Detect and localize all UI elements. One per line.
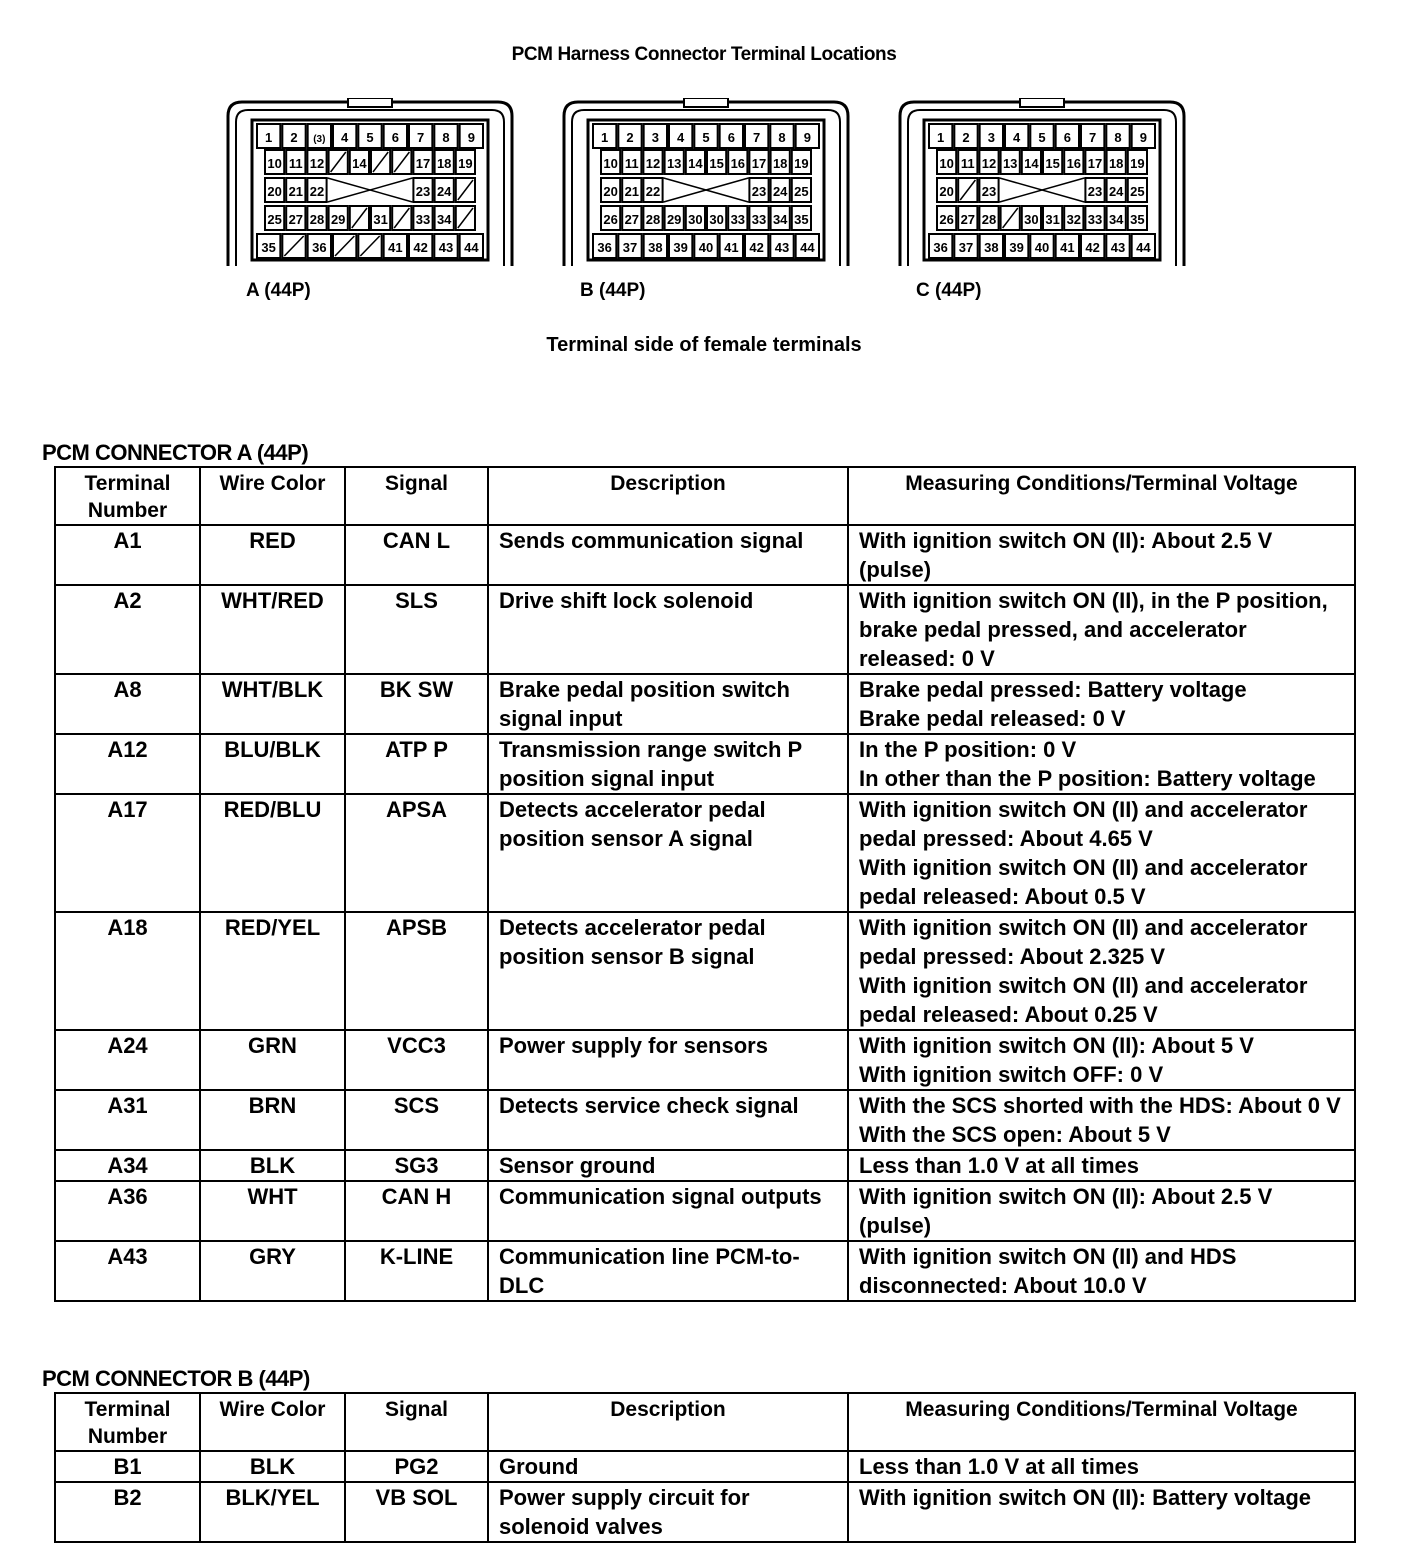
wire-color-cell: BRN bbox=[200, 1090, 345, 1150]
signal-cell: K-LINE bbox=[345, 1241, 488, 1301]
terminal-number: 15 bbox=[709, 156, 724, 171]
terminal-number: 44 bbox=[464, 240, 479, 255]
lock-tab bbox=[1020, 98, 1064, 107]
conditions-cell bbox=[848, 1451, 1355, 1482]
connector-b-diagram bbox=[560, 98, 852, 270]
lock-tab bbox=[348, 98, 392, 107]
conditions-cell bbox=[848, 912, 1355, 1030]
connector-a-label: A (44P) bbox=[246, 280, 311, 301]
condition-line: With ignition switch ON (II) and accelerator pedal pressed: About 4.65 V bbox=[859, 797, 1308, 851]
terminal-number: 16 bbox=[730, 156, 746, 171]
terminal-cell: A17 bbox=[55, 794, 200, 912]
terminal-number: 32 bbox=[1066, 212, 1082, 227]
terminal-number: 11 bbox=[960, 156, 975, 171]
terminal-number: 42 bbox=[413, 240, 428, 255]
terminal-number: 27 bbox=[288, 212, 304, 227]
terminal-number: 40 bbox=[1034, 240, 1050, 255]
conditions-cell bbox=[848, 734, 1355, 794]
description-cell: Sends communication signal bbox=[488, 525, 848, 585]
terminal-number: 4 bbox=[677, 130, 685, 145]
terminal-cell: A1 bbox=[55, 525, 200, 585]
terminal-cell: A24 bbox=[55, 1030, 200, 1090]
conditions-cell bbox=[848, 794, 1355, 912]
signal-cell: CAN L bbox=[345, 525, 488, 585]
terminal-number: (3) bbox=[313, 134, 326, 145]
connector-c-diagram bbox=[896, 98, 1188, 270]
table-row bbox=[55, 585, 1355, 674]
terminal-number: 11 bbox=[288, 156, 303, 171]
wire-color-cell: RED bbox=[200, 525, 345, 585]
terminal-cell: A18 bbox=[55, 912, 200, 1030]
signal-cell: CAN H bbox=[345, 1181, 488, 1241]
terminal-number: 28 bbox=[309, 212, 325, 227]
terminal-number: 42 bbox=[749, 240, 764, 255]
terminal-number: 10 bbox=[267, 156, 282, 171]
signal-cell: VCC3 bbox=[345, 1030, 488, 1090]
terminal-number: 37 bbox=[958, 240, 974, 255]
terminal-number: 41 bbox=[724, 240, 739, 255]
description-cell: Communication line PCM-to-DLC bbox=[488, 1241, 848, 1301]
terminal-number: 24 bbox=[772, 184, 788, 199]
terminal-number: 23 bbox=[751, 184, 767, 199]
terminal-cell: A43 bbox=[55, 1241, 200, 1301]
condition-line: In other than the P position: Battery voltage bbox=[859, 766, 1316, 791]
description-cell: Drive shift lock solenoid bbox=[488, 585, 848, 674]
terminal-number: 9 bbox=[803, 130, 811, 145]
terminal-number: 14 bbox=[1024, 156, 1039, 171]
page-title: PCM Harness Connector Terminal Locations bbox=[511, 44, 897, 65]
description-cell: Brake pedal position switch signal input bbox=[488, 674, 848, 734]
terminal-number: 35 bbox=[794, 212, 809, 227]
condition-line: With ignition switch ON (II) and HDS disconnected: About 10.0 V bbox=[859, 1244, 1237, 1298]
description-cell: Detects accelerator pedal position sensor B signal bbox=[488, 912, 848, 1030]
terminal-number: 20 bbox=[939, 184, 954, 199]
terminal-cell: B2 bbox=[55, 1482, 200, 1542]
terminal-number: 34 bbox=[436, 212, 452, 227]
header-signal: Signal bbox=[345, 467, 488, 525]
terminal-cell: A34 bbox=[55, 1150, 200, 1181]
terminal-number: 14 bbox=[688, 156, 703, 171]
terminal-number: 35 bbox=[1130, 212, 1145, 227]
terminal-number: 37 bbox=[622, 240, 638, 255]
terminal-number: 41 bbox=[388, 240, 403, 255]
wire-color-cell: BLK bbox=[200, 1150, 345, 1181]
terminal-number: 23 bbox=[1087, 184, 1103, 199]
terminal-number: 15 bbox=[1045, 156, 1060, 171]
header-wire-color: Wire Color bbox=[200, 1393, 345, 1451]
conditions-cell bbox=[848, 1181, 1355, 1241]
terminal-number: 4 bbox=[341, 130, 349, 145]
signal-cell: VB SOL bbox=[345, 1482, 488, 1542]
wire-color-cell: WHT bbox=[200, 1181, 345, 1241]
terminal-number: 14 bbox=[352, 156, 367, 171]
connector-c-svg bbox=[896, 98, 1188, 270]
terminal-number: 33 bbox=[1087, 212, 1103, 227]
table-row bbox=[55, 794, 1355, 912]
conditions-cell bbox=[848, 1090, 1355, 1150]
terminal-number: 18 bbox=[436, 156, 452, 171]
condition-line: Brake pedal pressed: Battery voltage bbox=[859, 677, 1247, 702]
terminal-number: 26 bbox=[939, 212, 954, 227]
description-cell: Sensor ground bbox=[488, 1150, 848, 1181]
table-a-heading: PCM CONNECTOR A (44P) bbox=[42, 440, 309, 465]
terminal-number: 7 bbox=[753, 130, 761, 145]
terminal-number: 1 bbox=[265, 130, 273, 145]
terminal-number: 26 bbox=[603, 212, 618, 227]
conditions-cell bbox=[848, 525, 1355, 585]
terminal-number: 43 bbox=[438, 240, 454, 255]
terminal-number: 43 bbox=[1110, 240, 1126, 255]
condition-line: With ignition switch ON (II): About 5 V bbox=[859, 1033, 1254, 1058]
table-row bbox=[55, 1090, 1355, 1150]
terminal-number: 34 bbox=[772, 212, 788, 227]
terminal-number: 5 bbox=[366, 130, 374, 145]
connector-c-label: C (44P) bbox=[916, 280, 982, 301]
wire-color-cell: WHT/RED bbox=[200, 585, 345, 674]
signal-cell: SLS bbox=[345, 585, 488, 674]
table-row bbox=[55, 1482, 1355, 1542]
terminal-number: 10 bbox=[939, 156, 954, 171]
signal-cell: APSA bbox=[345, 794, 488, 912]
terminal-number: 19 bbox=[1130, 156, 1145, 171]
table-row bbox=[55, 1150, 1355, 1181]
condition-line: With ignition switch ON (II), in the P position, brake pedal pressed, and accelerator released: 0 V bbox=[859, 588, 1328, 671]
wire-color-cell: BLK bbox=[200, 1451, 345, 1482]
terminal-number: 33 bbox=[415, 212, 431, 227]
terminal-cell: A31 bbox=[55, 1090, 200, 1150]
table-row bbox=[55, 912, 1355, 1030]
condition-line: With ignition switch ON (II) and accelerator pedal pressed: About 2.325 V bbox=[859, 915, 1308, 969]
condition-line: With the SCS open: About 5 V bbox=[859, 1122, 1171, 1147]
terminal-number: 3 bbox=[987, 130, 995, 145]
terminal-number: 6 bbox=[391, 130, 399, 145]
header-wire-color: Wire Color bbox=[200, 467, 345, 525]
terminal-number: 31 bbox=[1045, 212, 1060, 227]
terminal-number: 5 bbox=[702, 130, 710, 145]
terminal-number: 29 bbox=[330, 212, 346, 227]
terminal-number: 11 bbox=[624, 156, 639, 171]
condition-line: Less than 1.0 V at all times bbox=[859, 1153, 1140, 1178]
connector-a-table bbox=[54, 466, 1356, 1302]
terminal-number: 19 bbox=[458, 156, 473, 171]
condition-line: With ignition switch ON (II) and accelerator pedal released: About 0.25 V bbox=[859, 973, 1308, 1027]
terminal-number: 40 bbox=[698, 240, 714, 255]
wire-color-cell: GRY bbox=[200, 1241, 345, 1301]
table-row bbox=[55, 1451, 1355, 1482]
conditions-cell bbox=[848, 585, 1355, 674]
terminal-number: 20 bbox=[603, 184, 618, 199]
terminal-number: 31 bbox=[373, 212, 388, 227]
terminal-number: 2 bbox=[290, 130, 298, 145]
terminal-number: 36 bbox=[312, 240, 327, 255]
conditions-cell bbox=[848, 1030, 1355, 1090]
terminal-number: 1 bbox=[937, 130, 945, 145]
terminal-number: 8 bbox=[442, 130, 450, 145]
table-row bbox=[55, 734, 1355, 794]
terminal-number: 27 bbox=[960, 212, 976, 227]
condition-line: Brake pedal released: 0 V bbox=[859, 706, 1126, 731]
terminal-number: 30 bbox=[709, 212, 724, 227]
header-description: Description bbox=[488, 467, 848, 525]
terminal-number: 18 bbox=[1108, 156, 1124, 171]
description-cell: Transmission range switch P position signal input bbox=[488, 734, 848, 794]
signal-cell: APSB bbox=[345, 912, 488, 1030]
terminal-cell: B1 bbox=[55, 1451, 200, 1482]
terminal-number: 28 bbox=[645, 212, 661, 227]
header-signal: Signal bbox=[345, 1393, 488, 1451]
signal-cell: ATP P bbox=[345, 734, 488, 794]
terminal-number: 27 bbox=[624, 212, 640, 227]
terminal-number: 41 bbox=[1060, 240, 1075, 255]
terminal-number: 43 bbox=[774, 240, 790, 255]
terminal-number: 23 bbox=[981, 184, 997, 199]
conditions-cell bbox=[848, 1241, 1355, 1301]
header-conditions: Measuring Conditions/Terminal Voltage bbox=[848, 467, 1355, 525]
terminal-number: 13 bbox=[666, 156, 682, 171]
condition-line: With the SCS shorted with the HDS: About 0 V bbox=[859, 1093, 1341, 1118]
conditions-cell bbox=[848, 674, 1355, 734]
terminal-number: 39 bbox=[673, 240, 688, 255]
table-row bbox=[55, 525, 1355, 585]
terminal-number: 39 bbox=[1009, 240, 1024, 255]
terminal-number: 9 bbox=[1139, 130, 1147, 145]
condition-line: With ignition switch OFF: 0 V bbox=[859, 1062, 1164, 1087]
description-cell: Power supply for sensors bbox=[488, 1030, 848, 1090]
connector-b-label: B (44P) bbox=[580, 280, 646, 301]
connector-a-diagram bbox=[224, 98, 516, 270]
connector-a-svg bbox=[224, 98, 516, 270]
wire-color-cell: GRN bbox=[200, 1030, 345, 1090]
terminal-cell: A36 bbox=[55, 1181, 200, 1241]
conditions-cell bbox=[848, 1150, 1355, 1181]
terminal-number: 8 bbox=[778, 130, 786, 145]
terminal-number: 6 bbox=[727, 130, 735, 145]
terminal-number: 24 bbox=[1108, 184, 1124, 199]
terminal-number: 25 bbox=[794, 184, 809, 199]
terminal-number: 20 bbox=[267, 184, 282, 199]
terminal-number: 12 bbox=[309, 156, 325, 171]
terminal-number: 38 bbox=[648, 240, 663, 255]
terminal-cell: A12 bbox=[55, 734, 200, 794]
terminal-number: 44 bbox=[1136, 240, 1151, 255]
wire-color-cell: RED/BLU bbox=[200, 794, 345, 912]
terminal-number: 16 bbox=[1066, 156, 1082, 171]
terminal-number: 17 bbox=[1087, 156, 1103, 171]
table-row bbox=[55, 674, 1355, 734]
condition-line: With ignition switch ON (II) and accelerator pedal released: About 0.5 V bbox=[859, 855, 1308, 909]
terminal-number: 44 bbox=[800, 240, 815, 255]
condition-line: Less than 1.0 V at all times bbox=[859, 1454, 1140, 1479]
header-terminal: Terminal Number bbox=[55, 467, 200, 525]
terminal-number: 17 bbox=[415, 156, 431, 171]
terminal-number: 25 bbox=[1130, 184, 1145, 199]
signal-cell: PG2 bbox=[345, 1451, 488, 1482]
terminal-number: 7 bbox=[1089, 130, 1097, 145]
condition-line: With ignition switch ON (II): About 2.5 V (pulse) bbox=[859, 1184, 1273, 1238]
terminal-number: 24 bbox=[436, 184, 452, 199]
terminal-number: 18 bbox=[772, 156, 788, 171]
terminal-number: 36 bbox=[597, 240, 612, 255]
header-description: Description bbox=[488, 1393, 848, 1451]
table-row bbox=[55, 1181, 1355, 1241]
terminal-number: 10 bbox=[603, 156, 618, 171]
terminal-number: 19 bbox=[794, 156, 809, 171]
description-cell: Power supply circuit for solenoid valves bbox=[488, 1482, 848, 1542]
condition-line: With ignition switch ON (II): Battery voltage bbox=[859, 1485, 1312, 1510]
terminal-number: 21 bbox=[288, 184, 304, 199]
terminal-number: 28 bbox=[981, 212, 997, 227]
connector-b-svg bbox=[560, 98, 852, 270]
terminal-number: 42 bbox=[1085, 240, 1100, 255]
terminal-number: 33 bbox=[751, 212, 767, 227]
terminal-number: 30 bbox=[1024, 212, 1039, 227]
signal-cell: BK SW bbox=[345, 674, 488, 734]
terminal-number: 13 bbox=[1002, 156, 1018, 171]
wire-color-cell: BLK/YEL bbox=[200, 1482, 345, 1542]
wire-color-cell: BLU/BLK bbox=[200, 734, 345, 794]
terminal-number: 1 bbox=[601, 130, 609, 145]
table-row bbox=[55, 1030, 1355, 1090]
condition-line: With ignition switch ON (II): About 2.5 V (pulse) bbox=[859, 528, 1273, 582]
signal-cell: SG3 bbox=[345, 1150, 488, 1181]
wire-color-cell: RED/YEL bbox=[200, 912, 345, 1030]
header-conditions: Measuring Conditions/Terminal Voltage bbox=[848, 1393, 1355, 1451]
terminal-number: 7 bbox=[417, 130, 425, 145]
terminal-number: 22 bbox=[309, 184, 325, 199]
terminal-number: 25 bbox=[267, 212, 282, 227]
description-cell: Ground bbox=[488, 1451, 848, 1482]
terminal-number: 22 bbox=[645, 184, 661, 199]
wire-color-cell: WHT/BLK bbox=[200, 674, 345, 734]
description-cell: Detects service check signal bbox=[488, 1090, 848, 1150]
terminal-number: 6 bbox=[1063, 130, 1071, 145]
terminal-number: 21 bbox=[624, 184, 640, 199]
terminal-number: 35 bbox=[261, 240, 276, 255]
terminal-number: 3 bbox=[651, 130, 659, 145]
terminal-number: 5 bbox=[1038, 130, 1046, 145]
description-cell: Detects accelerator pedal position sensor A signal bbox=[488, 794, 848, 912]
table-row bbox=[55, 1241, 1355, 1301]
terminal-number: 36 bbox=[933, 240, 948, 255]
terminal-number: 33 bbox=[730, 212, 746, 227]
terminal-number: 38 bbox=[984, 240, 999, 255]
terminal-number: 4 bbox=[1013, 130, 1021, 145]
terminal-number: 2 bbox=[626, 130, 634, 145]
terminal-number: 30 bbox=[688, 212, 703, 227]
terminal-number: 2 bbox=[962, 130, 970, 145]
terminal-cell: A2 bbox=[55, 585, 200, 674]
table-b-heading: PCM CONNECTOR B (44P) bbox=[42, 1366, 310, 1391]
terminal-number: 17 bbox=[751, 156, 767, 171]
connector-b-table bbox=[54, 1392, 1356, 1543]
terminal-number: 12 bbox=[981, 156, 997, 171]
terminal-cell: A8 bbox=[55, 674, 200, 734]
header-terminal: Terminal Number bbox=[55, 1393, 200, 1451]
figure-caption: Terminal side of female terminals bbox=[546, 334, 862, 356]
terminal-number: 23 bbox=[415, 184, 431, 199]
terminal-number: 34 bbox=[1108, 212, 1124, 227]
conditions-cell bbox=[848, 1482, 1355, 1542]
terminal-number: 29 bbox=[666, 212, 682, 227]
terminal-number: 9 bbox=[467, 130, 475, 145]
terminal-number: 8 bbox=[1114, 130, 1122, 145]
terminal-number: 12 bbox=[645, 156, 661, 171]
condition-line: In the P position: 0 V bbox=[859, 737, 1077, 762]
signal-cell: SCS bbox=[345, 1090, 488, 1150]
lock-tab bbox=[684, 98, 728, 107]
description-cell: Communication signal outputs bbox=[488, 1181, 848, 1241]
